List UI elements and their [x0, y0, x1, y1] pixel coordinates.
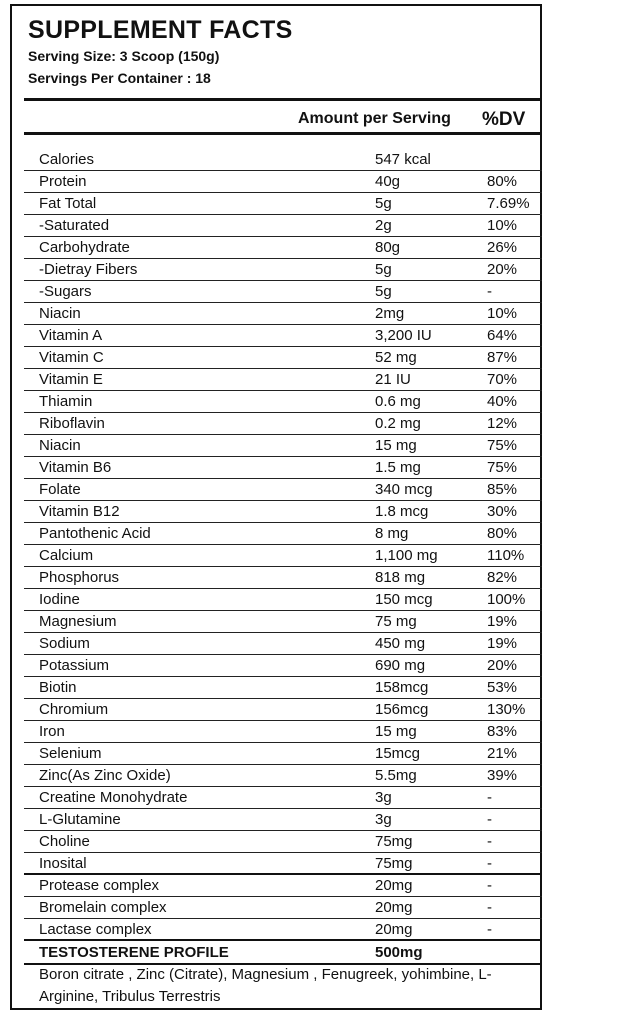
nutrient-dv: 83% — [487, 723, 518, 740]
nutrient-name: Potassium — [39, 657, 110, 674]
nutrient-name: Calcium — [39, 547, 94, 564]
nutrient-name: L-Glutamine — [39, 811, 121, 828]
table-row — [24, 369, 542, 391]
nutrient-name: Iodine — [39, 591, 80, 608]
table-row — [24, 413, 542, 435]
nutrient-dv: 10% — [487, 217, 518, 234]
nutrient-amount: 150 mcg — [375, 591, 433, 608]
table-row — [24, 237, 542, 259]
table-row — [24, 149, 542, 171]
serving-size: Serving Size: 3 Scoop (150g) — [28, 48, 220, 64]
nutrient-dv: - — [487, 283, 492, 300]
header-divider-top — [24, 98, 542, 101]
nutrient-dv: 100% — [487, 591, 526, 608]
supplement-facts-panel — [10, 4, 542, 1010]
nutrient-dv: 30% — [487, 503, 518, 520]
servings-per-container: Servings Per Container : 18 — [28, 70, 211, 86]
nutrient-amount: 818 mg — [375, 569, 426, 586]
nutrient-dv: 12% — [487, 415, 518, 432]
nutrient-amount: 5g — [375, 195, 392, 212]
table-row — [24, 501, 542, 523]
table-row — [24, 193, 542, 215]
nutrient-dv: 87% — [487, 349, 518, 366]
nutrient-dv: 20% — [487, 657, 518, 674]
nutrient-amount: 75mg — [375, 833, 413, 850]
nutrient-amount: 5.5mg — [375, 767, 417, 784]
nutrient-amount: 20mg — [375, 877, 413, 894]
nutrient-amount: 690 mg — [375, 657, 426, 674]
nutrient-dv: 82% — [487, 569, 518, 586]
nutrient-dv: 80% — [487, 525, 518, 542]
nutrient-amount: 2g — [375, 217, 392, 234]
table-row — [24, 743, 542, 765]
nutrient-name: Iron — [39, 723, 65, 740]
table-row — [24, 545, 542, 567]
nutrient-name: Calories — [39, 151, 95, 168]
nutrient-name: Protease complex — [39, 877, 160, 894]
nutrient-amount: 80g — [375, 239, 401, 256]
table-row — [24, 875, 542, 897]
nutrient-dv: 40% — [487, 393, 518, 410]
nutrient-name: -Saturated — [39, 217, 110, 234]
nutrient-dv: 10% — [487, 305, 518, 322]
nutrient-amount: 547 kcal — [375, 151, 431, 168]
nutrient-amount: 1,100 mg — [375, 547, 438, 564]
nutrient-dv: - — [487, 921, 492, 938]
nutrient-name: Creatine Monohydrate — [39, 789, 188, 806]
table-row — [24, 721, 542, 743]
nutrient-name: Sodium — [39, 635, 90, 652]
testosterone-profile-label: TESTOSTERENE PROFILE — [39, 944, 229, 961]
nutrient-amount: 8 mg — [375, 525, 409, 542]
nutrient-name: Magnesium — [39, 613, 117, 630]
nutrient-name: -Dietray Fibers — [39, 261, 138, 278]
table-row — [24, 171, 542, 193]
nutrient-name: Vitamin B12 — [39, 503, 120, 520]
nutrient-amount: 75 mg — [375, 613, 417, 630]
nutrient-name: Chromium — [39, 701, 109, 718]
nutrient-dv: - — [487, 789, 492, 806]
table-row — [24, 787, 542, 809]
nutrient-name: Vitamin E — [39, 371, 103, 388]
table-row — [24, 303, 542, 325]
table-row — [24, 215, 542, 237]
table-row — [24, 567, 542, 589]
nutrient-dv: 7.69% — [487, 195, 530, 212]
table-row — [24, 391, 542, 413]
nutrient-name: Riboflavin — [39, 415, 105, 432]
table-row — [24, 831, 542, 853]
nutrient-dv: 19% — [487, 613, 518, 630]
nutrient-amount: 1.5 mg — [375, 459, 421, 476]
nutrient-dv: 21% — [487, 745, 518, 762]
table-row — [24, 809, 542, 831]
nutrient-table — [24, 149, 542, 941]
nutrient-name: Bromelain complex — [39, 899, 167, 916]
nutrient-amount: 156mcg — [375, 701, 429, 718]
nutrient-dv: 75% — [487, 437, 518, 454]
nutrient-dv: 64% — [487, 327, 518, 344]
table-row — [24, 457, 542, 479]
nutrient-dv: 85% — [487, 481, 518, 498]
panel-title: SUPPLEMENT FACTS — [28, 16, 293, 44]
nutrient-amount: 15 mg — [375, 723, 417, 740]
testosterone-ingredients: Boron citrate , Zinc (Citrate), Magnesium , Fenugreek, yohimbine, L-Arginine, Tribulus Terrestris — [39, 966, 492, 1005]
nutrient-dv: 130% — [487, 701, 526, 718]
nutrient-amount: 1.8 mcg — [375, 503, 429, 520]
nutrient-amount: 3g — [375, 789, 392, 806]
nutrient-amount: 340 mcg — [375, 481, 433, 498]
nutrient-dv: 80% — [487, 173, 518, 190]
nutrient-amount: 3g — [375, 811, 392, 828]
nutrient-amount: 0.2 mg — [375, 415, 421, 432]
nutrient-name: Vitamin C — [39, 349, 104, 366]
nutrient-name: Inosital — [39, 855, 87, 872]
table-row — [24, 435, 542, 457]
table-row — [24, 919, 542, 941]
nutrient-dv: - — [487, 811, 492, 828]
table-row — [24, 611, 542, 633]
nutrient-amount: 5g — [375, 261, 392, 278]
testosterone-profile-amount: 500mg — [375, 944, 423, 961]
nutrient-name: Pantothenic Acid — [39, 525, 151, 542]
testosterone-profile-row — [24, 943, 542, 965]
nutrient-amount: 15mcg — [375, 745, 421, 762]
header-divider-bottom — [24, 132, 542, 135]
table-row — [24, 765, 542, 787]
table-row — [24, 699, 542, 721]
nutrient-amount: 20mg — [375, 899, 413, 916]
table-row — [24, 479, 542, 501]
nutrient-name: Phosphorus — [39, 569, 120, 586]
table-row — [24, 633, 542, 655]
nutrient-name: Protein — [39, 173, 87, 190]
nutrient-name: Fat Total — [39, 195, 97, 212]
nutrient-dv: 39% — [487, 767, 518, 784]
nutrient-name: Choline — [39, 833, 90, 850]
nutrient-amount: 40g — [375, 173, 401, 190]
nutrient-amount: 75mg — [375, 855, 413, 872]
nutrient-amount: 21 IU — [375, 371, 411, 388]
nutrient-name: Zinc(As Zinc Oxide) — [39, 767, 171, 784]
nutrient-dv: 19% — [487, 635, 518, 652]
nutrient-dv: 20% — [487, 261, 518, 278]
column-header-amount: Amount per Serving — [298, 110, 451, 127]
nutrient-amount: 2mg — [375, 305, 405, 322]
nutrient-dv: 75% — [487, 459, 518, 476]
nutrient-amount: 450 mg — [375, 635, 426, 652]
nutrient-dv: - — [487, 877, 492, 894]
nutrient-amount: 158mcg — [375, 679, 429, 696]
column-header-dv: %DV — [482, 109, 526, 130]
nutrient-amount: 5g — [375, 283, 392, 300]
nutrient-name: Niacin — [39, 437, 81, 454]
table-row — [24, 281, 542, 303]
nutrient-amount: 20mg — [375, 921, 413, 938]
nutrient-name: -Sugars — [39, 283, 92, 300]
nutrient-name: Selenium — [39, 745, 102, 762]
nutrient-dv: 110% — [487, 547, 525, 564]
nutrient-amount: 52 mg — [375, 349, 417, 366]
table-row — [24, 897, 542, 919]
nutrient-name: Biotin — [39, 679, 77, 696]
table-row — [24, 589, 542, 611]
table-row — [24, 259, 542, 281]
nutrient-dv: 70% — [487, 371, 518, 388]
nutrient-name: Folate — [39, 481, 81, 498]
table-row — [24, 347, 542, 369]
nutrient-amount: 15 mg — [375, 437, 417, 454]
table-row — [24, 677, 542, 699]
nutrient-amount: 3,200 IU — [375, 327, 432, 344]
nutrient-dv: - — [487, 833, 492, 850]
nutrient-name: Vitamin A — [39, 327, 103, 344]
nutrient-name: Vitamin B6 — [39, 459, 112, 476]
nutrient-name: Niacin — [39, 305, 81, 322]
nutrient-amount: 0.6 mg — [375, 393, 421, 410]
nutrient-dv: - — [487, 855, 492, 872]
nutrient-name: Thiamin — [39, 393, 93, 410]
nutrient-name: Lactase complex — [39, 921, 152, 938]
table-row — [24, 655, 542, 677]
nutrient-dv: - — [487, 899, 492, 916]
nutrient-dv: 53% — [487, 679, 518, 696]
nutrient-name: Carbohydrate — [39, 239, 130, 256]
nutrient-dv: 26% — [487, 239, 518, 256]
table-row — [24, 523, 542, 545]
table-row — [24, 853, 542, 875]
table-row — [24, 325, 542, 347]
